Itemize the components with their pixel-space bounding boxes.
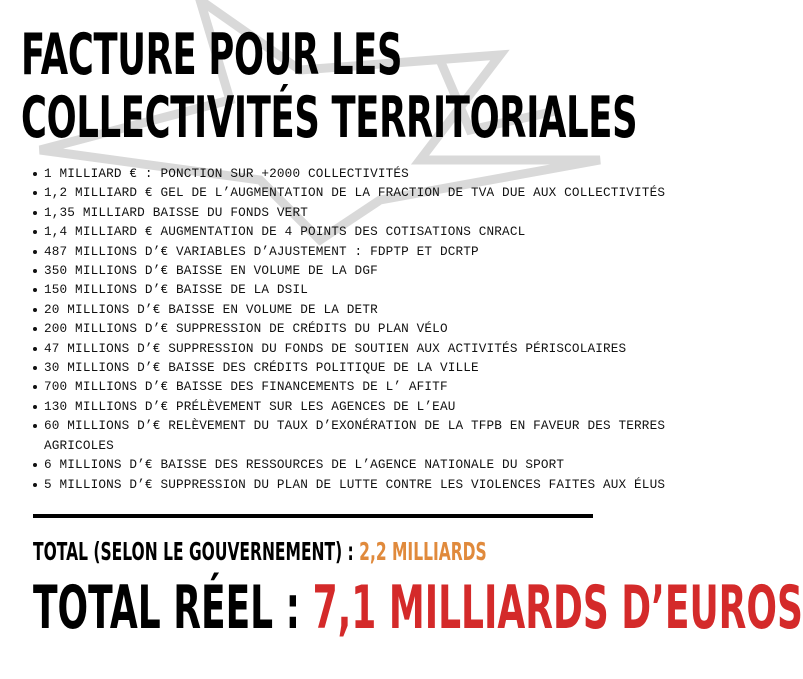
list-item: 30 MILLIONS D’€ BAISSE DES CRÉDITS POLITIQUE DE LA VILLE (33, 358, 693, 377)
total-government-value: 2,2 MILLIARDS (359, 537, 487, 566)
list-item: 60 MILLIONS D’€ RELÈVEMENT DU TAUX D’EXONÉRATION DE LA TFPB EN FAVEUR DES TERRES AGRICOLES (33, 416, 693, 455)
list-item: 47 MILLIONS D’€ SUPPRESSION DU FONDS DE SOUTIEN AUX ACTIVITÉS PÉRISCOLAIRES (33, 339, 693, 358)
list-item: 1,4 MILLIARD € AUGMENTATION DE 4 POINTS DES COTISATIONS CNRACL (33, 222, 693, 241)
total-real (33, 574, 803, 642)
list-item: 700 MILLIONS D’€ BAISSE DES FINANCEMENTS DE L’ AFITF (33, 377, 693, 396)
list-item: 1,35 MILLIARD BAISSE DU FONDS VERT (33, 203, 693, 222)
list-item: 20 MILLIONS D’€ BAISSE EN VOLUME DE LA DETR (33, 300, 693, 319)
page-title: FACTURE POUR LES COLLECTIVITÉS TERRITORIALES (21, 22, 638, 151)
list-item: 5 MILLIONS D’€ SUPPRESSION DU PLAN DE LUTTE CONTRE LES VIOLENCES FAITES AUX ÉLUS (33, 475, 693, 494)
list-item: 1,2 MILLIARD € GEL DE L’AUGMENTATION DE LA FRACTION DE TVA DUE AUX COLLECTIVITÉS (33, 183, 693, 202)
list-item: 150 MILLIONS D’€ BAISSE DE LA DSIL (33, 280, 693, 299)
total-real-label: TOTAL RÉEL : (33, 573, 313, 643)
list-item: 200 MILLIONS D’€ SUPPRESSION DE CRÉDITS DU PLAN VÉLO (33, 319, 693, 338)
total-government (33, 537, 487, 567)
total-real-value: 7,1 MILLIARDS D’EUROS (312, 573, 803, 643)
total-government-label: TOTAL (SELON LE GOUVERNEMENT) : (33, 537, 360, 566)
list-item: 487 MILLIONS D’€ VARIABLES D’AJUSTEMENT : FDPTP ET DCRTP (33, 242, 693, 261)
list-item: 130 MILLIONS D’€ PRÉLÈVEMENT SUR LES AGENCES DE L’EAU (33, 397, 693, 416)
list-item: 6 MILLIONS D’€ BAISSE DES RESSOURCES DE L’AGENCE NATIONALE DU SPORT (33, 455, 693, 474)
cost-list (33, 164, 693, 494)
list-item: 1 MILLIARD € : PONCTION SUR +2000 COLLECTIVITÉS (33, 164, 693, 183)
divider (33, 514, 593, 518)
list-item: 350 MILLIONS D’€ BAISSE EN VOLUME DE LA DGF (33, 261, 693, 280)
